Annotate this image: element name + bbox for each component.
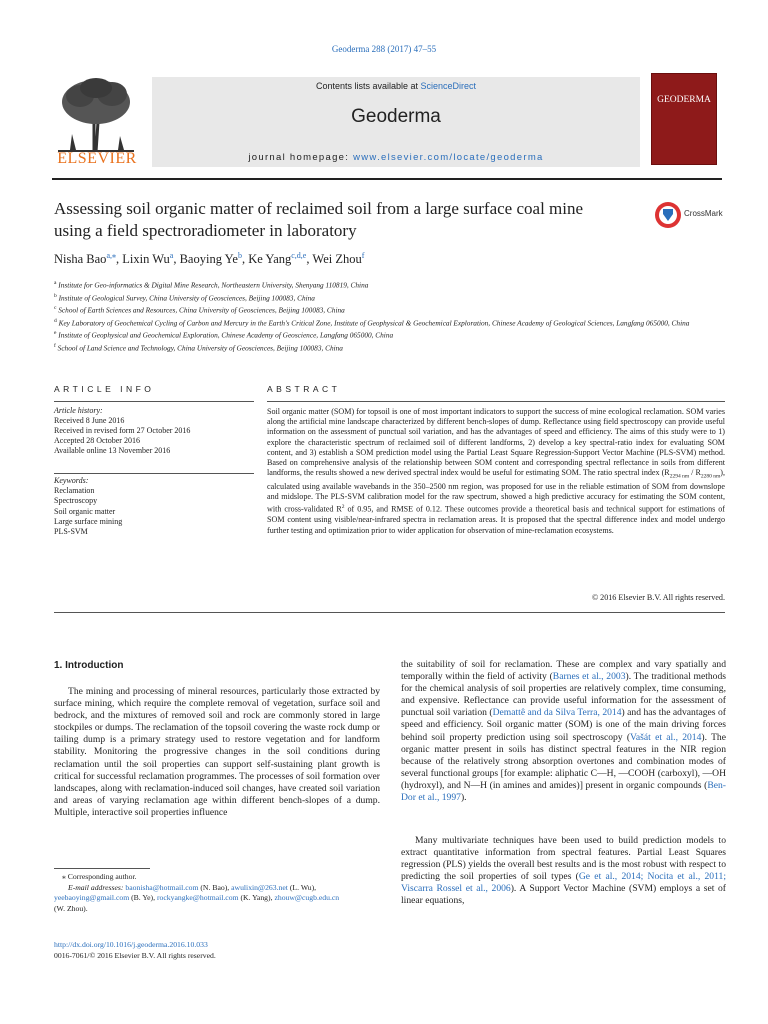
intro-paragraph-right-2 (401, 835, 726, 908)
keyword: Soil organic matter (54, 506, 116, 516)
body-text: ) and has the advantages of speed and efficiency. Soil organic matter (SOM) is one of the main driving forces behind soil property prediction using soil spectroscopy ( (401, 707, 726, 743)
affiliation-key: a (54, 280, 57, 286)
footnote-divider (54, 868, 150, 869)
header-divider (52, 178, 722, 180)
intro-paragraph-left: The mining and processing of mineral resources, particularly those extracted by surface mining, which require the complete removal of vegetation, surface soil and bedrock, and the mixtures of removed soil and rock are commonly stored in large stockpiles or dumps. The reclamation of the topsoil covering the waste rock dump or tailing dump is a primary strategy used to restore vegetation and for landform stability. Monitoring the progressive changes in the soil conditions during reclamation until the soil properties can support self-sustaining plant growth is critical for successful reclamation programmes. The processes of soil formation over landscapes, along with reclamation-induced soil changes, have created soil variation and areas of varying reclamation age within different bench-slopes of a dump. Multiple, interactive soil properties influence (54, 686, 380, 818)
footnotes (54, 872, 380, 914)
email-owner: (L. Wu), (287, 882, 317, 892)
journal-name: Geoderma (351, 106, 441, 127)
email-owner: (B. Ye), (129, 893, 157, 903)
abstract-text-2: / R (689, 468, 701, 478)
affiliation-text: Institute for Geo-informatics & Digital Mine Research, Northeastern University, Shenyang 110819, China (58, 280, 369, 290)
doi-link[interactable]: http://dx.doi.org/10.1016/j.geoderma.2016.10.033 (54, 940, 208, 949)
author-name: Nisha Bao (54, 252, 107, 267)
author-affiliation-marker[interactable]: a,⁎ (106, 251, 116, 260)
cover-title: GEODERMA (657, 95, 711, 105)
abstract-text-3: ), calculated using available wavebands in the 350–2500 nm region, was proposed for use in the reliable estimation of SOM from downslope and midslope. The PLS-SVM calibration model for the raw spectrum, showed a high predictive accuracy for estimating the SOM content, with cross-validated R (267, 468, 725, 515)
keyword-list (54, 476, 254, 537)
crossmark-label[interactable]: CrossMark (684, 209, 723, 218)
article-info-heading: ARTICLE INFO (54, 384, 155, 394)
affiliation (54, 291, 724, 304)
body-text: the suitability of soil for reclamation. These are complex and vary spatially and temporally within the field of activity ( (401, 659, 726, 683)
affiliation-text: Institute of Geophysical and Geochemical Exploration, Chinese Academy of Geoscience, Langfang 065000, China (58, 330, 394, 340)
author-name: Lixin Wu (122, 252, 170, 267)
history-label: Article history: (54, 406, 103, 415)
email-link[interactable]: zhouw@cugb.edu.cn (274, 893, 340, 903)
abstract-superscript: 2 (341, 504, 345, 511)
author-name: Wei Zhou (312, 252, 362, 267)
email-owner: (K. Yang), (238, 893, 275, 903)
email-link[interactable]: yeebaoying@gmail.com (54, 893, 130, 903)
article-title: Assessing soil organic matter of reclaimed soil from a large surface coal mine using a field spectroradiometer in laboratory (54, 199, 584, 240)
abstract-bottom-divider (54, 612, 725, 613)
citation-link[interactable]: Barnes et al., 2003 (552, 671, 626, 683)
affiliation-text: Key Laboratory of Geochemical Cycling of Carbon and Mercury in the Earth's Critical Zone, Institute of Geophysical & Geochemical Exploration, Chinese Academy of Geological Sciences, Langfang 065000, China (58, 317, 690, 327)
body-text: ). A Support Vector Machine (SVM) employs a set of linear equations, (401, 883, 726, 907)
crossmark-icon[interactable] (654, 201, 682, 229)
author-list: Nisha Bao$^{a,⁎}$, Lixin Wu$^a$, Baoying Ye$^b$, Ke Yang$^{c,d,e}$, Wei Zhou$^f$ (54, 251, 365, 267)
abstract-body (267, 407, 725, 536)
journal-reference[interactable]: Geoderma 288 (2017) 47–55 (331, 44, 437, 54)
citation-link[interactable]: Vašát et al., 2014 (630, 731, 702, 743)
keyword: Spectroscopy (54, 496, 98, 506)
affiliation-key: e (54, 330, 57, 337)
affiliation-key: c (54, 305, 57, 312)
journal-homepage (152, 152, 640, 163)
section-heading: 1. Introduction (54, 660, 124, 671)
keyword: Large surface mining (54, 516, 123, 526)
citation-link[interactable]: Ge et al., 2014; Nocita et al., 2011; Viscarra Rossel et al., 2006 (401, 871, 726, 895)
author-affiliation-marker[interactable]: a (169, 251, 174, 260)
abstract-subscript: 2294 nm (669, 473, 690, 480)
history-item: Accepted 28 October 2016 (54, 436, 140, 445)
affiliation (54, 278, 724, 291)
contents-line (152, 81, 640, 91)
affiliation-text: Institute of Geological Survey, China University of Geosciences, Beijing 100083, China (58, 292, 315, 302)
elsevier-wordmark: ELSEVIER (57, 150, 137, 167)
doi-block (54, 940, 380, 961)
affiliation (54, 316, 724, 329)
affiliation (54, 341, 724, 354)
email-label: E-mail addresses: (68, 882, 126, 892)
affiliation-key: b (54, 292, 57, 299)
keywords-divider (54, 473, 254, 474)
abstract-text-1: Soil organic matter (SOM) for topsoil is one of most important indicators to support the success of mine ecological reclamation. SOM varies along the artificial mine landscape characterized by different bench-slopes of dump. Reflectance using field spectroscopy can provide useful information on the assessment of punctual soil variation, and has the advantages of speed and efficiency. The aims of this study were to 1) explore the characteristic spectrum of reclaimed soil of different landforms, 2) develop a key spectral-ratio index for evaluating SOM content, and 3) establish a SOM prediction model using the Partial Least Square Regression-Support Vector Machine (PLS-SVM) method. Based on comprehensive analysis of the relationship between SOM content and corresponding spectral reflectance in soils from different landforms, the results showed a new derived spectral index would be useful for estimating SOM. The ratio spectral index (R (267, 407, 725, 478)
citation-link[interactable]: Ben-Dor et al., 1997 (401, 779, 726, 804)
affiliation-list (54, 278, 724, 353)
keyword: PLS-SVM (54, 527, 88, 537)
citation-link[interactable]: Demattê and da Silva Terra, 2014 (492, 707, 622, 719)
sciencedirect-link[interactable]: ScienceDirect (420, 81, 477, 91)
body-text: ). The organic matter present in soils has distinct spectral features in the NIR region because of the relatively strong absorption overtones and combination modes of several functional groups [for example: aliphatic C—H, —COOH (carboxyl), —OH (hydroxyl), and N—H (in amines and amides)] present in organic compounds ( (401, 731, 726, 791)
abstract-divider (267, 401, 725, 402)
contents-prefix: Contents lists available at (315, 81, 421, 91)
abstract-heading: ABSTRACT (267, 384, 341, 394)
body-text: Many multivariate techniques have been used to build prediction models to extract quantitative information from spectral features. Partial Least Squares regression (PLS) yields the overall best results and is the most robust with respect to predicting the soil properties of soil types ( (401, 835, 726, 883)
abstract-copyright: © 2016 Elsevier B.V. All rights reserved. (591, 593, 725, 602)
author-affiliation-marker[interactable]: f (361, 251, 365, 260)
body-text: ). The traditional methods for the chemical analysis of soil properties are relatively complex, time consuming, and expensive. Reflectance can provide useful information for the assessment of punctual soil variation ( (401, 671, 726, 719)
email-owner: (W. Zhou). (54, 903, 88, 913)
keywords-label: Keywords: (54, 476, 89, 485)
affiliation (54, 328, 724, 341)
email-link[interactable]: baonisha@hotmail.com (125, 882, 199, 892)
issn-copyright: 0016-7061/© 2016 Elsevier B.V. All rights reserved. (54, 950, 216, 960)
affiliation-text: School of Land Science and Technology, China University of Geosciences, Beijing 100083, China (57, 343, 343, 352)
abstract-text-4: of 0.95, and RMSE of 0.12. These outcomes provide a theoretical basis and technical support for estimations of SOM content using visible/near-infrared spectra in reclamation areas. It is proposed that the spectral difference index and model undergo further testing and optimization prior to wider application for observation of mine-reclamation ecosystems. (267, 505, 725, 535)
history-item: Received in revised form 27 October 2016 (54, 426, 191, 435)
email-addresses-cont (54, 893, 380, 904)
journal-cover-image (651, 73, 717, 165)
affiliation-text: School of Earth Sciences and Resources, China University of Geosciences, Beijing 100083, China (58, 305, 345, 315)
email-link[interactable]: awulixin@263.net (231, 882, 288, 892)
author-name: Baoying Ye (179, 252, 238, 267)
affiliation (54, 303, 724, 316)
history-item: Received 8 June 2016 (54, 416, 125, 425)
email-owner: (N. Bao), (198, 882, 232, 892)
author-name: Ke Yang (248, 252, 292, 267)
email-addresses (54, 883, 380, 894)
homepage-link[interactable]: www.elsevier.com/locate/geoderma (353, 152, 544, 163)
keyword: Reclamation (54, 486, 95, 496)
body-text: ). (460, 792, 467, 804)
corresponding-author-note: ⁎ Corresponding author. (62, 872, 137, 881)
homepage-prefix: journal homepage: (248, 152, 354, 163)
email-link[interactable]: rockyangke@hotmail.com (156, 893, 239, 903)
affiliation-key: f (54, 342, 56, 349)
affiliation-key: d (54, 317, 57, 324)
author-affiliation-marker[interactable]: c,d,e (291, 251, 307, 260)
article-history (54, 406, 254, 456)
history-item: Available online 13 November 2016 (54, 446, 171, 455)
article-info-divider (54, 401, 254, 402)
intro-paragraph-right-1 (401, 659, 726, 804)
author-affiliation-marker[interactable]: b (237, 251, 242, 260)
abstract-subscript: 2280 nm (700, 473, 721, 480)
